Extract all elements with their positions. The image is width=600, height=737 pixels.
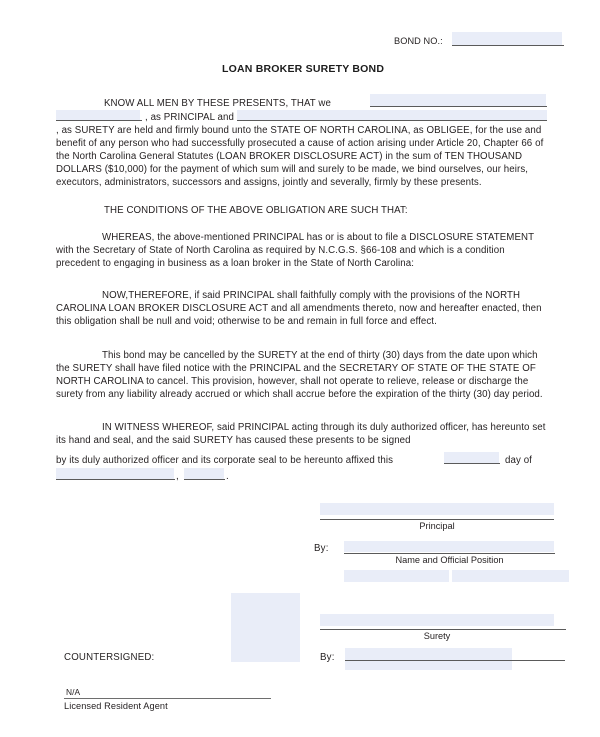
principal-name-input[interactable] [370, 94, 546, 106]
paragraph-affixed-suffix: day of [505, 455, 532, 466]
principal-by-label: By: [314, 543, 329, 554]
surety-by-rule [345, 660, 565, 661]
surety-by-label: By: [320, 652, 335, 663]
name-position-right-input[interactable] [452, 570, 569, 582]
paragraph-witness: IN WITNESS WHEREOF, said PRINCIPAL acting through its duly authorized officer, has hereunto set its hand and seal, and the said SURETY has caused these presents to be signed [56, 422, 546, 447]
resident-agent-rule [64, 698, 271, 699]
bond-no-input[interactable] [452, 32, 562, 45]
principal-name-continued-rule [56, 120, 142, 121]
principal-name-rule [370, 106, 547, 107]
conditions-heading: THE CONDITIONS OF THE ABOVE OBLIGATION ARE SUCH THAT: [104, 205, 408, 216]
principal-signature-rule [320, 519, 554, 520]
surety-signature-rule [320, 629, 566, 630]
year-rule [184, 479, 225, 480]
bond-no-rule [452, 45, 564, 46]
paragraph-affixed-prefix: by its duly authorized officer and its corporate seal to be hereunto affixed this [56, 455, 394, 466]
principal-signature-input[interactable] [320, 503, 554, 515]
year-input[interactable] [184, 468, 224, 479]
name-and-position-caption: Name and Official Position [395, 555, 504, 565]
countersigned-label: COUNTERSIGNED: [64, 652, 155, 663]
surety-name-rule [237, 120, 547, 121]
paragraph-surety: , as SURETY are held and firmly bound unto the STATE OF NORTH CAROLINA, as OBLIGEE, for the use and benefit of any person who had successfully prosecuted a cause of action arising under Article 20, Chapter 66 of the North Carolina General Statutes (LOAN BROKER DISCLOSURE ACT) in the sum of TEN THOUSAND DOLLARS ($10,000) for the payment of which sum will and surely to be made, we bind ourselves, our heirs, executors, administrators, successors and assigns, jointly and severally, firmly by these presents. [56, 125, 544, 189]
day-number-input[interactable] [444, 452, 499, 463]
paragraph-whereas: WHEREAS, the above-mentioned PRINCIPAL has or is about to file a DISCLOSURE STATEMENT with the Secretary of State of North Carolina as required by N.C.G.S. §66-108 and which is a condition precedent to engaging in business as a loan broker in the State of North Carolina: [56, 232, 534, 270]
bond-no-label: BOND NO.: [394, 36, 443, 46]
intro-line-1: KNOW ALL MEN BY THESE PRESENTS, THAT we [104, 98, 332, 109]
surety-by-input[interactable] [345, 648, 512, 670]
page-title: LOAN BROKER SURETY BOND [222, 63, 385, 75]
resident-agent-value: N/A [66, 687, 81, 697]
affixed-period: . [226, 471, 229, 482]
surety-signature-input[interactable] [320, 614, 554, 626]
paragraph-now-therefore: NOW,THEREFORE, if said PRINCIPAL shall faithfully comply with the provisions of the NORTH CAROLINA LOAN BROKER DISCLOSURE ACT and all amendments thereto, now and hereafter enacted, then this obligation shall be null and void; otherwise to be and remain in full force and effect. [56, 290, 542, 328]
month-name-input[interactable] [56, 468, 174, 479]
resident-agent-caption: Licensed Resident Agent [64, 701, 168, 711]
name-position-left-input[interactable] [344, 570, 449, 582]
principal-caption: Principal [419, 521, 455, 531]
paragraph-cancellation: This bond may be cancelled by the SURETY at the end of thirty (30) days from the date upon which the SURETY shall have filed notice with the PRINCIPAL and the SECRETARY OF STATE OF THE STATE OF NORTH CAROLINA to cancel. This provision, however, shall not operate to relieve, release or discharge the surety from any liability already accrued or which shall accrue before the expiration of the thirty (30) day period. [56, 350, 543, 401]
surety-caption: Surety [423, 631, 451, 641]
day-number-rule [444, 463, 500, 464]
principal-by-rule [344, 553, 555, 554]
countersign-seal-box[interactable] [231, 593, 300, 662]
affixed-comma: , [176, 471, 179, 482]
month-name-rule [56, 479, 175, 480]
principal-by-input[interactable] [344, 541, 554, 552]
intro-line-2: , as PRINCIPAL and [145, 112, 234, 123]
